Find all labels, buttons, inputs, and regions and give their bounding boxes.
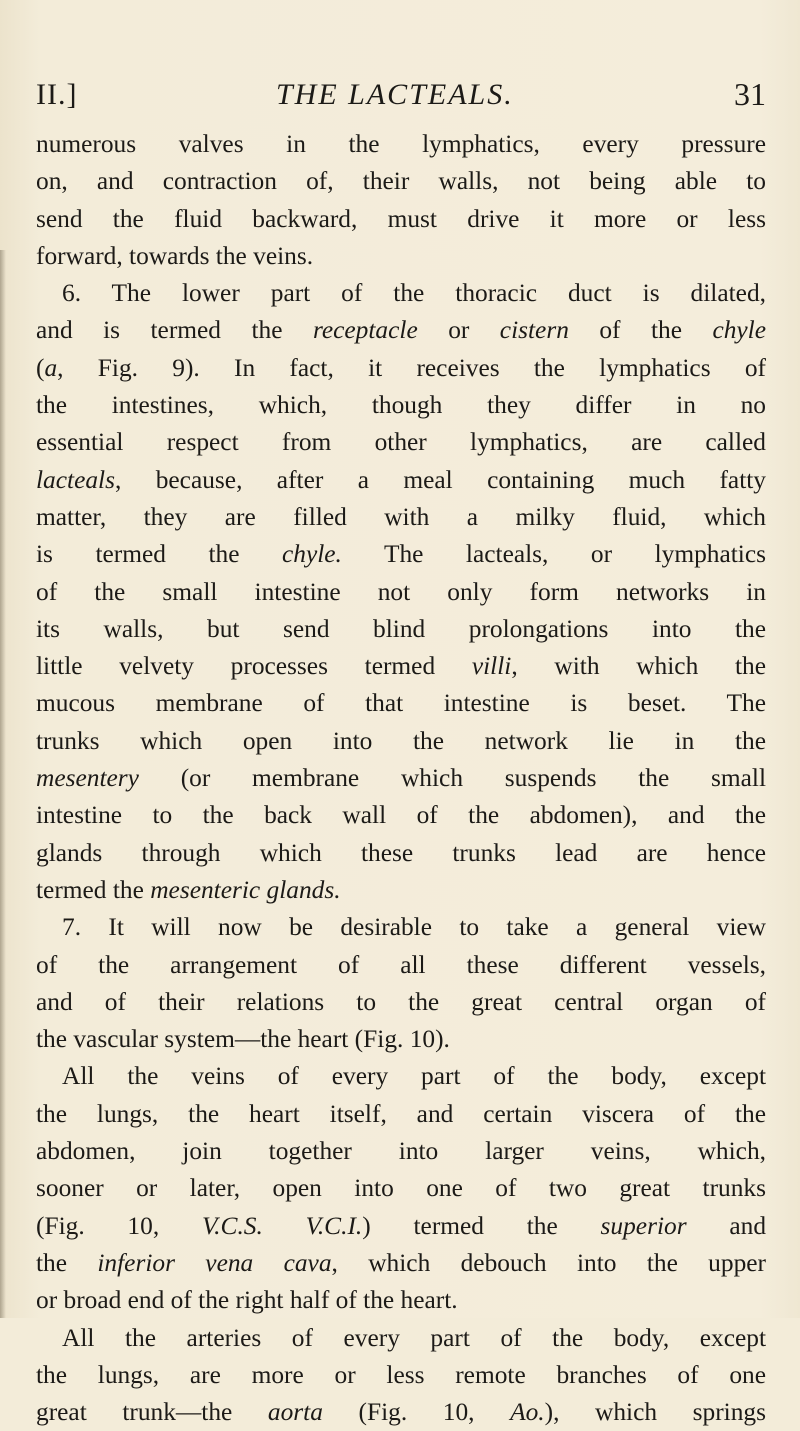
text-segment: forward, towards the veins. bbox=[36, 241, 314, 270]
text-line bbox=[36, 387, 766, 424]
text-segment: matter, they are filled with a milky fluid, which bbox=[36, 502, 766, 531]
text-segment: mucous membrane of that intestine is beset. The bbox=[36, 689, 766, 718]
text-segment: of the bbox=[568, 316, 713, 345]
text-segment: the lungs, the heart itself, and certain viscera of the bbox=[36, 1099, 766, 1128]
text-line bbox=[36, 947, 766, 984]
text-line bbox=[36, 1058, 766, 1095]
text-segment: termed the bbox=[36, 875, 151, 904]
text-segment: or broad end of the right half of the heart. bbox=[36, 1286, 458, 1315]
text-segment: and bbox=[686, 1211, 767, 1240]
text-segment: and is termed the bbox=[36, 316, 313, 345]
text-segment: 7. It will now be desirable to take a general view bbox=[62, 913, 766, 942]
italic-term: superior bbox=[600, 1211, 687, 1240]
text-segment: ( bbox=[36, 353, 45, 382]
text-line bbox=[36, 1133, 766, 1170]
text-segment: is termed the bbox=[36, 540, 282, 569]
text-line bbox=[36, 163, 766, 200]
text-line bbox=[36, 1096, 766, 1133]
text-line bbox=[36, 685, 766, 722]
text-line bbox=[36, 1394, 766, 1431]
text-segment: intestine to the back wall of the abdomen), and the bbox=[36, 801, 766, 830]
text-segment: the vascular system—the heart (Fig. 10). bbox=[36, 1025, 450, 1054]
text-line bbox=[36, 1021, 766, 1058]
text-line bbox=[36, 1357, 766, 1394]
text-segment: trunks which open into the network lie in the bbox=[36, 726, 766, 755]
italic-term: Ao. bbox=[510, 1398, 545, 1427]
text-line bbox=[36, 201, 766, 238]
text-segment: 6. The lower part of the thoracic duct is dilated, bbox=[62, 279, 766, 308]
text-segment: abdomen, join together into larger veins, which, bbox=[36, 1137, 766, 1166]
text-segment: and of their relations to the great central organ of bbox=[36, 987, 766, 1016]
italic-term: villi bbox=[471, 652, 512, 681]
text-line bbox=[36, 536, 766, 573]
italic-term: chyle. bbox=[281, 540, 342, 569]
text-line bbox=[36, 312, 766, 349]
text-line bbox=[36, 238, 766, 275]
italic-term: mesenteric glands. bbox=[150, 875, 341, 904]
text-line bbox=[36, 499, 766, 536]
text-segment: All the veins of every part of the body, except bbox=[62, 1062, 766, 1091]
text-line bbox=[36, 909, 766, 946]
text-line bbox=[36, 574, 766, 611]
text-segment: The lacteals, or lymphatics bbox=[341, 540, 766, 569]
text-segment: its walls, but send blind prolongations into the bbox=[36, 614, 766, 643]
chapter-marker: II.] bbox=[36, 78, 78, 111]
text-segment: sooner or later, open into one of two great trunks bbox=[36, 1174, 766, 1203]
text-line bbox=[36, 648, 766, 685]
text-line bbox=[36, 723, 766, 760]
text-segment: or bbox=[417, 316, 500, 345]
text-segment: (Fig. 10, bbox=[322, 1398, 511, 1427]
text-segment: (or membrane which suspends the small bbox=[138, 764, 766, 793]
text-segment: of the arrangement of all these different vessels, bbox=[36, 950, 766, 979]
page-number: 31 bbox=[734, 76, 766, 112]
text-segment: the lungs, are more or less remote branches of one bbox=[36, 1360, 766, 1389]
italic-term: V.C.S. V.C.I. bbox=[201, 1211, 363, 1240]
italic-term: mesentery bbox=[36, 764, 139, 793]
italic-term: inferior vena cava bbox=[97, 1248, 332, 1277]
text-line bbox=[36, 462, 766, 499]
text-segment: great trunk—the bbox=[36, 1398, 268, 1427]
text-line bbox=[36, 1282, 766, 1319]
text-segment: the intestines, which, though they differ in no bbox=[36, 391, 766, 420]
page-gutter-shadow bbox=[0, 250, 6, 1318]
text-line bbox=[36, 1170, 766, 1207]
text-line bbox=[36, 1245, 766, 1282]
italic-term: chyle bbox=[712, 316, 766, 345]
text-segment: ) termed the bbox=[362, 1211, 601, 1240]
text-line bbox=[36, 1320, 766, 1357]
text-line bbox=[36, 275, 766, 312]
text-line bbox=[36, 760, 766, 797]
text-segment: numerous valves in the lymphatics, every pressure bbox=[36, 130, 766, 158]
text-line bbox=[36, 1208, 766, 1245]
text-segment: , because, after a meal containing much fatty bbox=[114, 465, 766, 494]
running-title: THE LACTEALS. bbox=[276, 78, 514, 111]
text-segment: ), which springs bbox=[544, 1398, 766, 1427]
text-segment: (Fig. 10, bbox=[36, 1211, 202, 1240]
text-line bbox=[36, 424, 766, 461]
text-segment: the bbox=[36, 1248, 98, 1277]
text-segment: of the small intestine not only form networks in bbox=[36, 577, 766, 606]
text-line bbox=[36, 797, 766, 834]
text-line bbox=[36, 611, 766, 648]
text-segment: , Fig. 9). In fact, it receives the lymphatics of bbox=[57, 353, 766, 382]
text-segment: glands through which these trunks lead are hence bbox=[36, 838, 766, 867]
text-line bbox=[36, 835, 766, 872]
text-line bbox=[36, 872, 766, 909]
text-segment: little velvety processes termed bbox=[36, 652, 472, 681]
italic-term: lacteals bbox=[36, 465, 115, 494]
text-line bbox=[36, 126, 766, 163]
text-segment: essential respect from other lymphatics, are called bbox=[36, 428, 766, 457]
body-text bbox=[36, 126, 766, 1431]
text-segment: on, and contraction of, their walls, not being able to bbox=[36, 167, 766, 196]
text-segment: All the arteries of every part of the body, except bbox=[62, 1323, 766, 1352]
text-segment: send the fluid backward, must drive it more or less bbox=[36, 204, 766, 233]
italic-term: aorta bbox=[267, 1398, 323, 1427]
text-line bbox=[36, 984, 766, 1021]
text-segment: , which debouch into the upper bbox=[331, 1248, 766, 1277]
page-header bbox=[36, 70, 766, 120]
text-line bbox=[36, 350, 766, 387]
text-segment: , with which the bbox=[511, 652, 766, 681]
italic-term: cistern bbox=[499, 316, 569, 345]
italic-term: receptacle bbox=[312, 316, 418, 345]
italic-term: a bbox=[44, 353, 58, 382]
